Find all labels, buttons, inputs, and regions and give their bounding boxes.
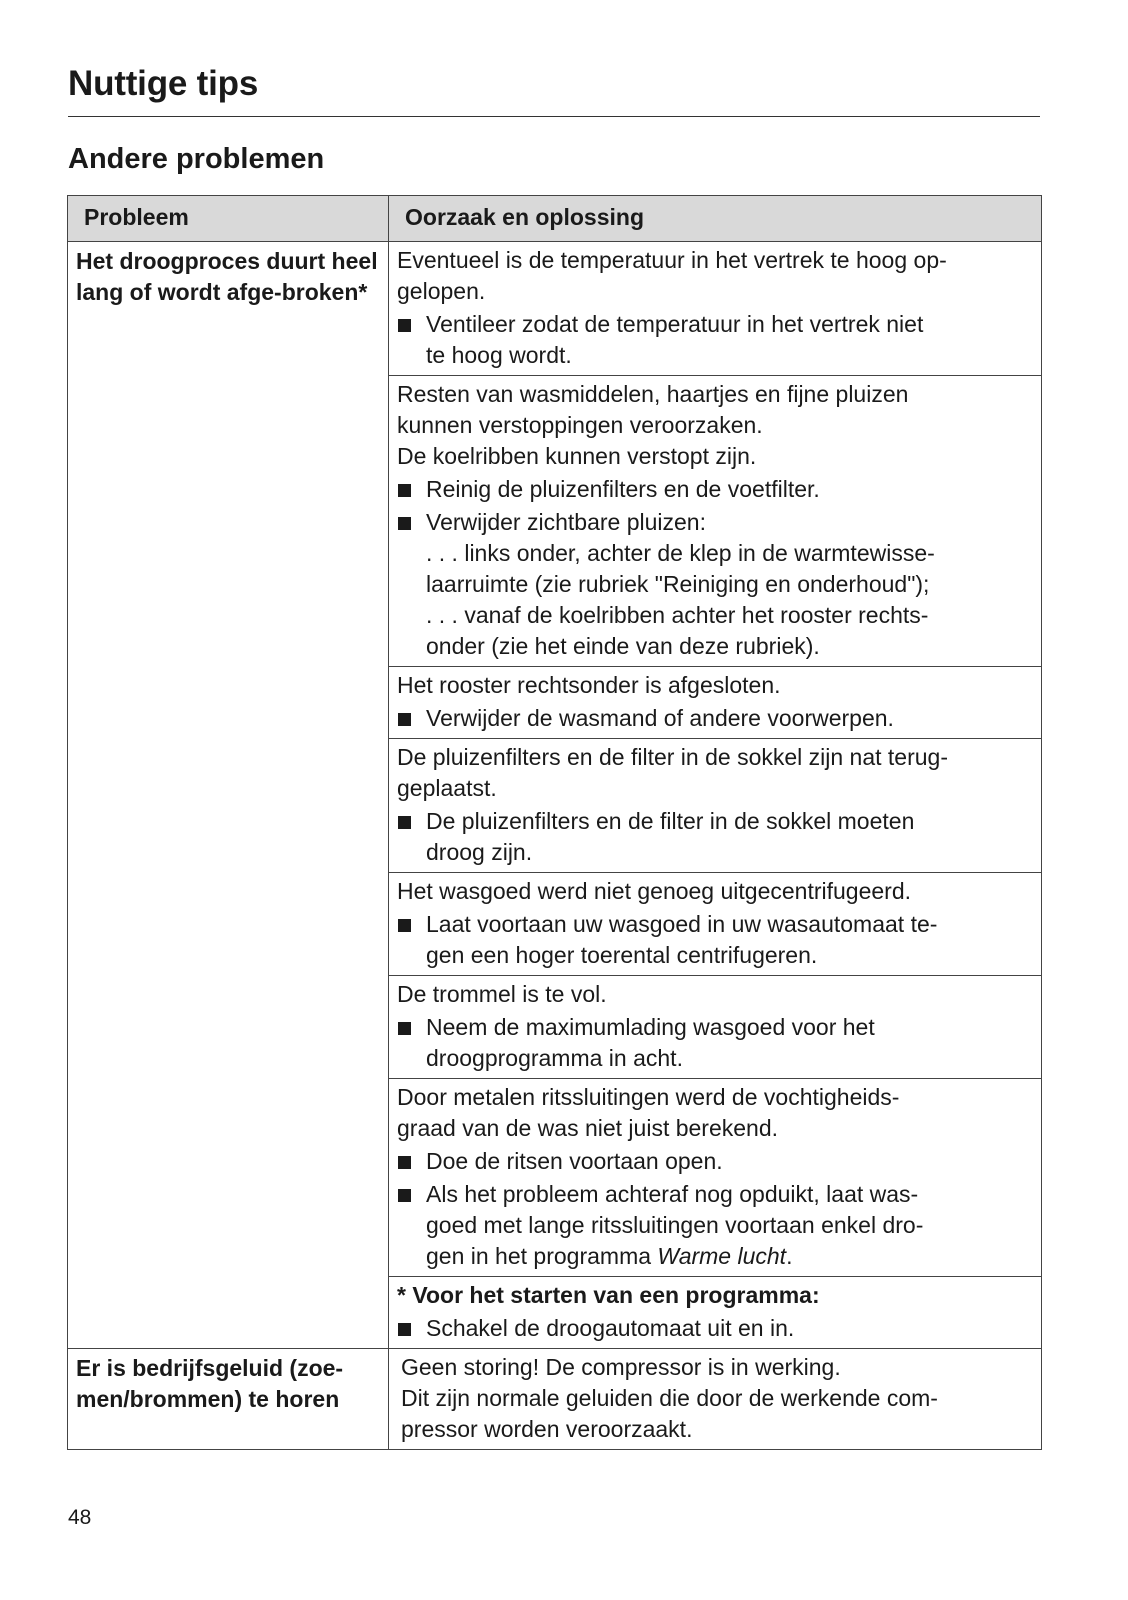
cause-cell xyxy=(389,667,1042,739)
square-bullet-icon xyxy=(398,1156,411,1169)
bullet-text-line: Schakel de droogautomaat uit en in. xyxy=(426,1315,795,1341)
bullet-text-line: Doe de ritsen voortaan open. xyxy=(426,1148,723,1174)
page-number: 48 xyxy=(68,1506,92,1529)
bullet-text-line: laarruimte (zie rubriek "Reiniging en onderhoud"); xyxy=(426,571,930,597)
cause-cell xyxy=(389,873,1042,976)
square-bullet-icon xyxy=(398,816,411,829)
page-title: Nuttige tips xyxy=(68,64,259,103)
square-bullet-icon xyxy=(398,713,411,726)
bullet-text-line: Laat voortaan uw wasgoed in uw wasautomaat te- xyxy=(426,911,938,937)
cause-text-line: De koelribben kunnen verstopt zijn. xyxy=(397,443,757,469)
cause-cell xyxy=(389,1349,1042,1450)
bullet-text-line: droog zijn. xyxy=(426,839,533,865)
bullet-text-line: te hoog wordt. xyxy=(426,342,572,368)
square-bullet-icon xyxy=(398,919,411,932)
bullet-text-line: De pluizenfilters en de filter in de sokkel moeten xyxy=(426,808,915,834)
program-name: Warme lucht xyxy=(657,1243,787,1269)
bullet-text-line: Reinig de pluizenfilters en de voetfilter. xyxy=(426,476,820,502)
cause-text-line: geplaatst. xyxy=(397,775,497,801)
cause-text-line: pressor worden veroorzaakt. xyxy=(401,1416,693,1442)
bullet-text-line: . . . vanaf de koelribben achter het rooster rechts- xyxy=(426,602,929,628)
table-header-row xyxy=(68,196,1042,242)
bullet-text-line: Neem de maximumlading wasgoed voor het xyxy=(426,1014,875,1040)
problem-cell: Het droogproces duurt heel lang of wordt afge-broken* xyxy=(68,242,389,1349)
bullet-text-line: Als het probleem achteraf nog opduikt, laat was- xyxy=(426,1181,919,1207)
cause-heading: * Voor het starten van een programma: xyxy=(397,1282,820,1308)
bullet-text-line: onder (zie het einde van deze rubriek). xyxy=(426,633,820,659)
column-header-cause: Oorzaak en oplossing xyxy=(389,196,1042,242)
cause-text-line: Door metalen ritssluitingen werd de vochtigheids- xyxy=(397,1084,900,1110)
cause-text-line: Het wasgoed werd niet genoeg uitgecentrifugeerd. xyxy=(397,878,912,904)
solution-bullet xyxy=(397,507,1033,662)
troubleshooting-table xyxy=(67,195,1042,1450)
solution-bullet xyxy=(397,1146,1033,1177)
cause-cell xyxy=(389,1079,1042,1277)
bullet-text-line: Verwijder zichtbare pluizen: xyxy=(426,509,706,535)
cause-text-line: Geen storing! De compressor is in werking. xyxy=(401,1354,841,1380)
solution-bullet xyxy=(397,806,1033,868)
bullet-text-line: Verwijder de wasmand of andere voorwerpen. xyxy=(426,705,894,731)
table-row xyxy=(68,242,1042,376)
bullet-text-line: . . . links onder, achter de klep in de warmtewisse- xyxy=(426,540,935,566)
bullet-text-line: droogprogramma in acht. xyxy=(426,1045,683,1071)
cause-cell xyxy=(389,739,1042,873)
square-bullet-icon xyxy=(398,484,411,497)
cause-text-line: Resten van wasmiddelen, haartjes en fijne pluizen xyxy=(397,381,909,407)
table-row xyxy=(68,1349,1042,1450)
cause-text-line: De pluizenfilters en de filter in de sokkel zijn nat terug- xyxy=(397,744,949,770)
cause-cell xyxy=(389,976,1042,1079)
bullet-text-line: gen een hoger toerental centrifugeren. xyxy=(426,942,818,968)
square-bullet-icon xyxy=(398,517,411,530)
solution-bullet xyxy=(397,1313,1033,1344)
problem-cell: Er is bedrijfsgeluid (zoe-men/brommen) te horen xyxy=(68,1349,389,1450)
section-title: Andere problemen xyxy=(68,143,325,175)
bullet-text-line: goed met lange ritssluitingen voortaan enkel dro- xyxy=(426,1212,924,1238)
cause-text-line: graad van de was niet juist berekend. xyxy=(397,1115,779,1141)
solution-bullet xyxy=(397,474,1033,505)
title-divider xyxy=(68,116,1040,117)
solution-bullet xyxy=(397,309,1033,371)
bullet-text-line: Ventileer zodat de temperatuur in het vertrek niet xyxy=(426,311,924,337)
cause-text-line: gelopen. xyxy=(397,278,486,304)
cause-text-line: Dit zijn normale geluiden die door de werkende com- xyxy=(401,1385,938,1411)
solution-bullet xyxy=(397,909,1033,971)
cause-cell xyxy=(389,1277,1042,1349)
cause-cell xyxy=(389,376,1042,667)
solution-bullet xyxy=(397,703,1033,734)
cause-text-line: kunnen verstoppingen veroorzaken. xyxy=(397,412,763,438)
cause-text-line: Het rooster rechtsonder is afgesloten. xyxy=(397,672,781,698)
cause-text-line: Eventueel is de temperatuur in het vertrek te hoog op- xyxy=(397,247,947,273)
cause-cell xyxy=(389,242,1042,376)
solution-bullet xyxy=(397,1179,1033,1272)
square-bullet-icon xyxy=(398,1022,411,1035)
table-body xyxy=(68,242,1042,1450)
square-bullet-icon xyxy=(398,319,411,332)
column-header-problem: Probleem xyxy=(68,196,389,242)
square-bullet-icon xyxy=(398,1189,411,1202)
solution-bullet xyxy=(397,1012,1033,1074)
bullet-text-line: gen in het programma Warme lucht. xyxy=(426,1243,793,1269)
cause-text-line: De trommel is te vol. xyxy=(397,981,607,1007)
square-bullet-icon xyxy=(398,1323,411,1336)
